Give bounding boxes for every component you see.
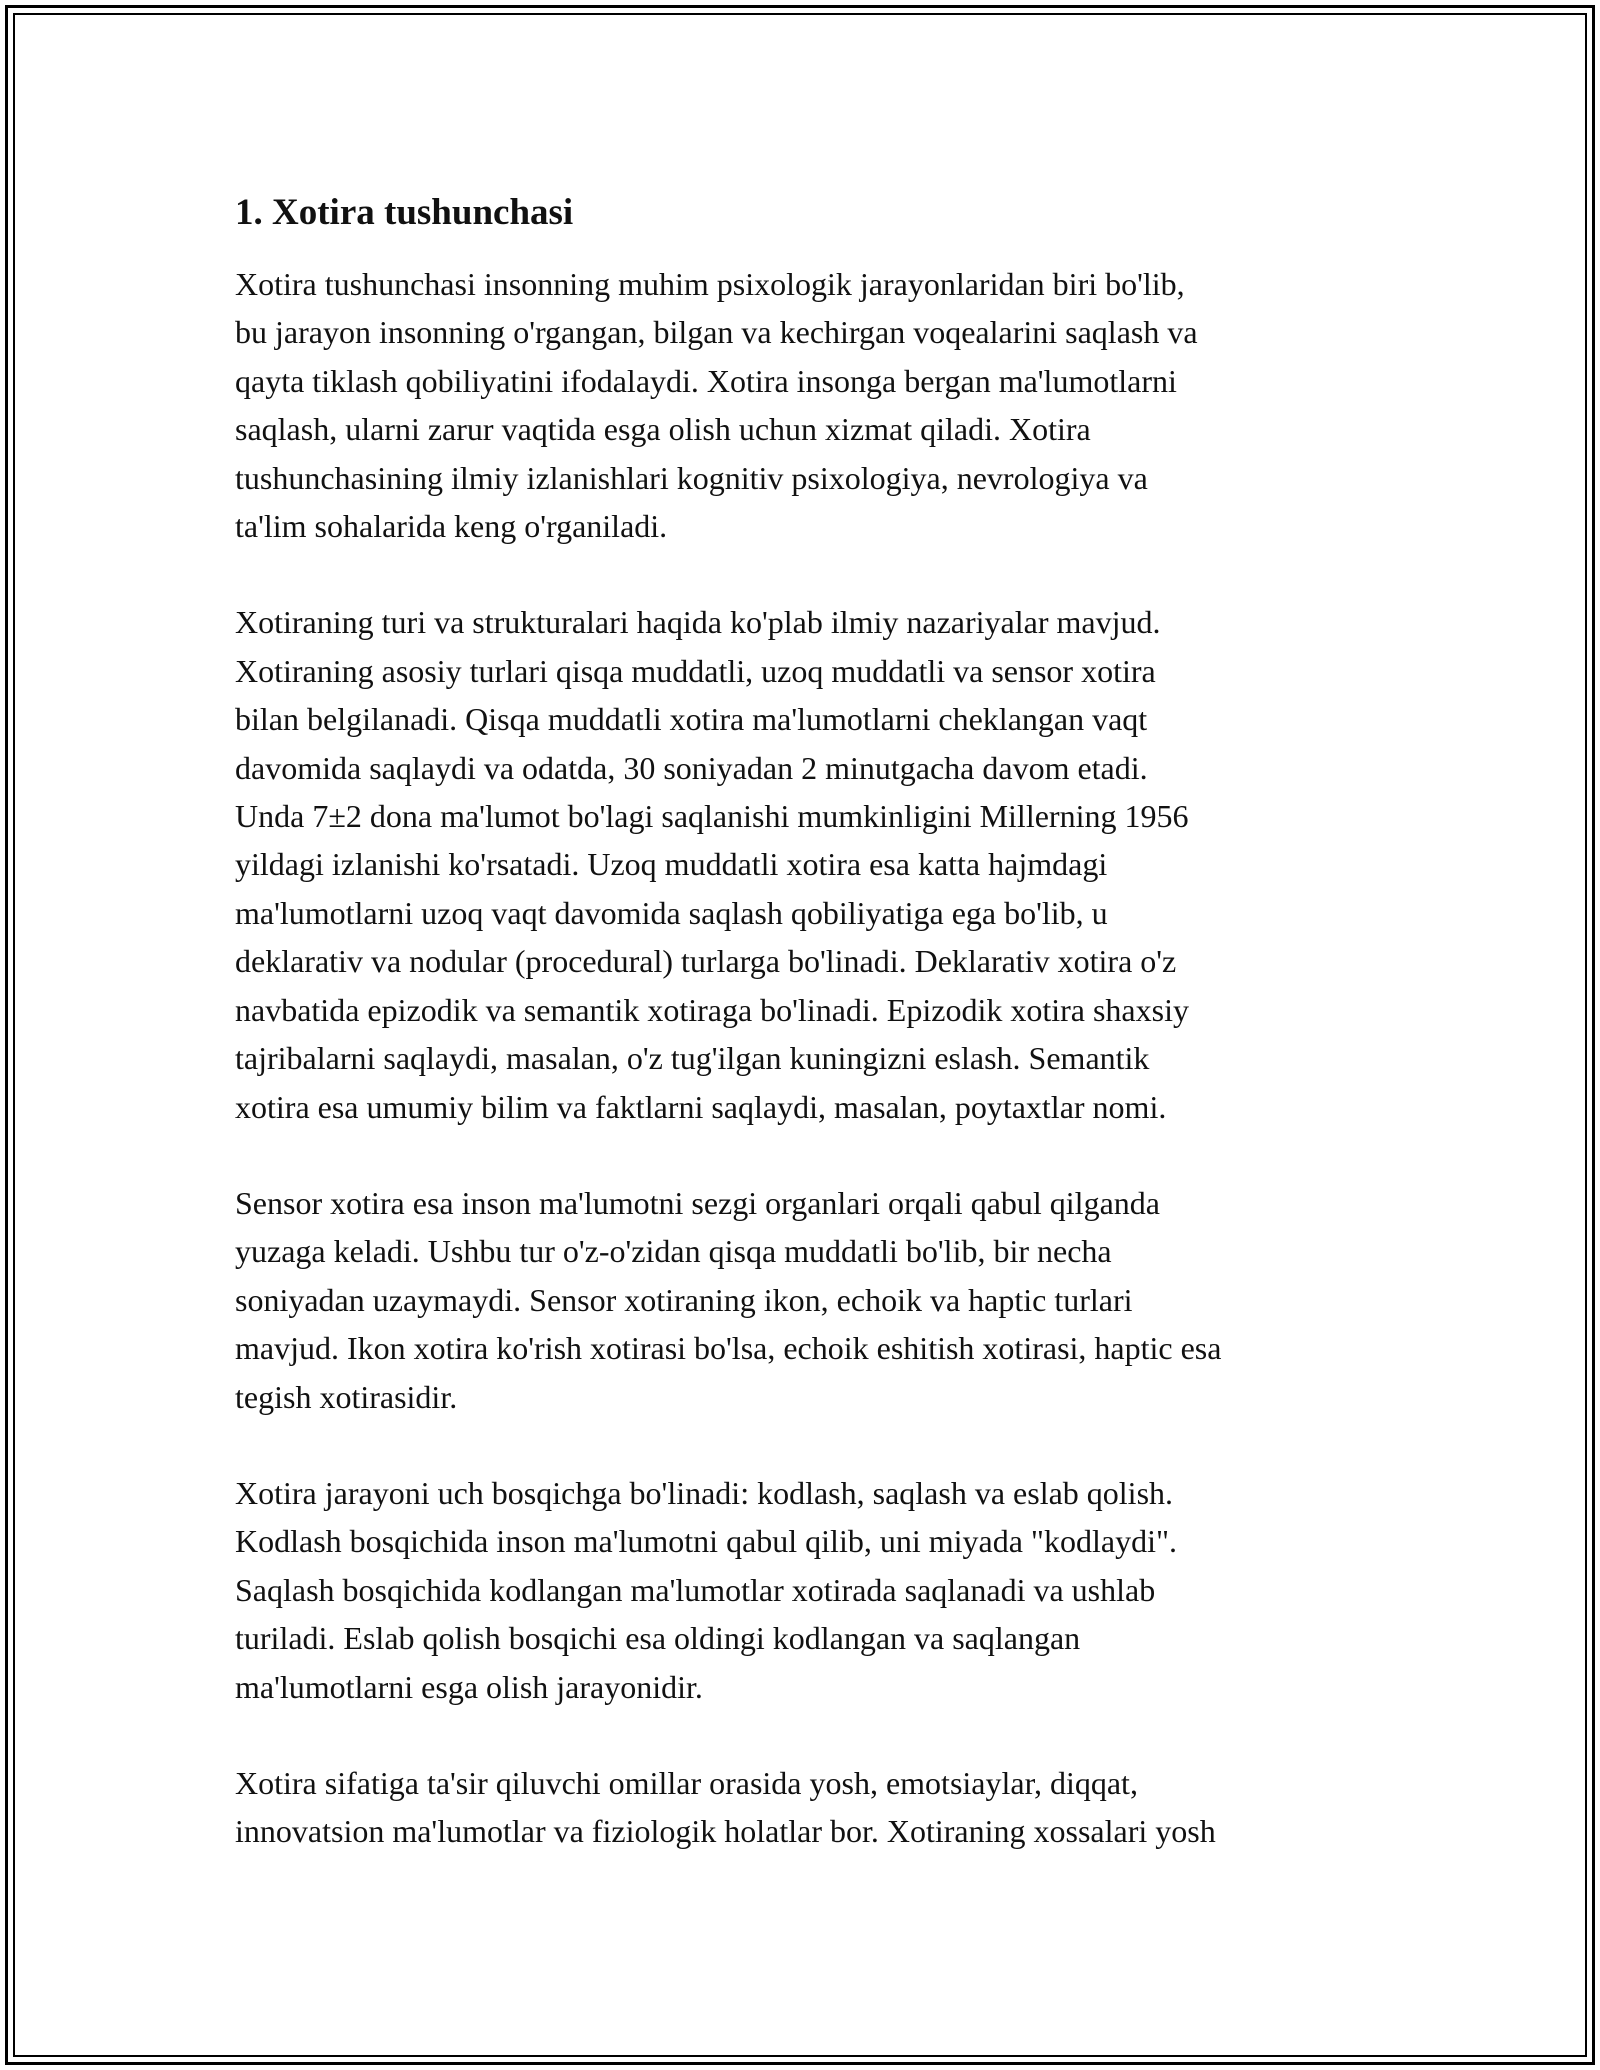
paragraph-memory-types: Xotiraning turi va strukturalari haqida ko'plab ilmiy nazariyalar mavjud. Xotiraning asosiy turlari qisqa muddatli, uzoq muddatli va sensor xotira bilan belgilanadi. Qisqa muddatli xotira ma'lumotlarni cheklangan vaqt davomida saqlaydi va odatda, 30 soniyadan 2 minutgacha davom etadi. Unda 7±2 dona ma'lumot bo'lagi saqlanishi mumkinligini Millerning 1956 yildagi izlanishi ko'rsatadi. Uzoq muddatli xotira esa katta hajmdagi ma'lumotlarni uzoq vaqt davomida saqlash qobiliyatiga ega bo'lib, u deklarativ va nodular (procedural) turlarga bo'linadi. Deklarativ xotira o'z navbatida epizodik va semantik xotiraga bo'linadi. Epizodik xotira shaxsiy tajribalarni saqlaydi, masalan, o'z tug'ilgan kuningizni eslash. Semantik xotira esa umumiy bilim va faktlarni saqlaydi, masalan, poytaxtlar nomi. (235, 604, 1189, 1125)
paragraph-memory-factors: Xotira sifatiga ta'sir qiluvchi omillar orasida yosh, emotsiaylar, diqqat, innovatsion ma'lumotlar va fiziologik holatlar bor. Xotiraning xossalari yosh (235, 1764, 1216, 1850)
paragraph-memory-concept: Xotira tushunchasi insonning muhim psixologik jarayonlaridan biri bo'lib, bu jarayon insonning o'rgangan, bilgan va kechirgan voqealarini saqlash va qayta tiklash qobiliyatini ifodalaydi. Xotira insonga bergan ma'lumotlarni saqlash, ularni zarur vaqtida esga olish uchun xizmat qiladi. Xotira tushunchasining ilmiy izlanishlari kognitiv psixologiya, nevrologiya va ta'lim sohalarida keng o'rganiladi. (235, 266, 1198, 545)
document-body (235, 186, 1385, 1904)
paragraph-sensor-memory: Sensor xotira esa inson ma'lumotni sezgi organlari orqali qabul qilganda yuzaga keladi. Ushbu tur o'z-o'zidan qisqa muddatli bo'lib, bir necha soniyadan uzaymaydi. Sensor xotiraning ikon, echoik va haptic turlari mavjud. Ikon xotira ko'rish xotirasi bo'lsa, echoik eshitish xotirasi, haptic esa tegish xotirasidir. (235, 1184, 1222, 1415)
paragraph-memory-stages: Xotira jarayoni uch bosqichga bo'linadi: kodlash, saqlash va eslab qolish. Kodlash bosqichida inson ma'lumotni qabul qilib, uni miyada "kodlaydi". Saqlash bosqichida kodlangan ma'lumotlar xotirada saqlanadi va ushlab turiladi. Eslab qolish bosqichi esa oldingi kodlangan va saqlangan ma'lumotlarni esga olish jarayonidir. (235, 1474, 1178, 1705)
section-heading: 1. Xotira tushunchasi (235, 192, 574, 233)
